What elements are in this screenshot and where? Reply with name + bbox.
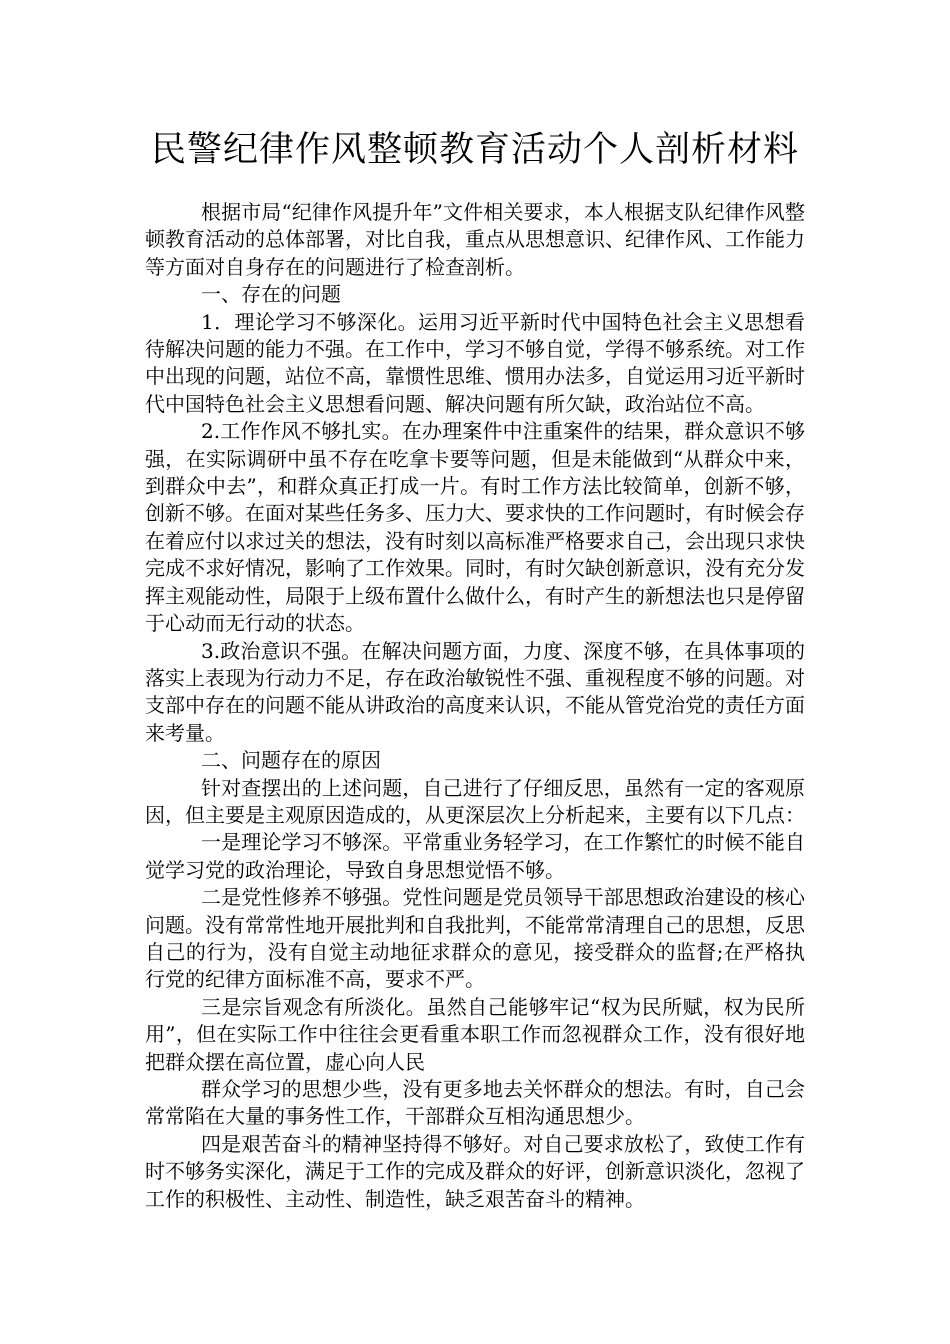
intro-paragraph: 根据市局“纪律作风提升年”文件相关要求，本人根据支队纪律作风整顿教育活动的总体部署，对比自我，重点从思想意识、纪律作风、工作能力等方面对自身存在的问题进行了检查剖析。 <box>145 200 805 279</box>
section-heading-causes: 二、问题存在的原因 <box>201 748 381 773</box>
causes-intro-paragraph: 针对查摆出的上述问题，自己进行了仔细反思，虽然有一定的客观原因，但主要是主观原因造成的，从更深层次上分析起来，主要有以下几点： <box>145 775 805 827</box>
cause-item-1: 一是理论学习不够深。平常重业务轻学习，在工作繁忙的时候不能自觉学习党的政治理论，导致自身思想觉悟不够。 <box>145 830 805 882</box>
problem-item-1: 1．理论学习不够深化。运用习近平新时代中国特色社会主义思想看待解决问题的能力不强。在工作中，学习不够自觉，学得不够系统。对工作中出现的问题，站位不高，靠惯性思维、惯用办法多，自觉运用习近平新时代中国特色社会主义思想看问题、解决问题有所欠缺，政治站位不高。 <box>145 309 805 416</box>
section-heading-problems: 一、存在的问题 <box>201 282 341 307</box>
document-body <box>145 199 805 1213</box>
cause-item-4: 四是艰苦奋斗的精神坚持得不够好。对自己要求放松了，致使工作有时不够务实深化，满足于工作的完成及群众的好评，创新意识淡化，忽视了工作的积极性、主动性、制造性，缺乏艰苦奋斗的精神。 <box>145 1131 805 1211</box>
cause-item-2: 二是党性修养不够强。党性问题是党员领导干部思想政治建设的核心问题。没有常常性地开展批判和自我批判，不能常常清理自己的思想，反思自己的行为，没有自觉主动地征求群众的意见，接受群众的监督;在严格执行党的纪律方面标准不高，要求不严。 <box>145 885 805 992</box>
problem-item-3: 3.政治意识不强。在解决问题方面，力度、深度不够，在具体事项的落实上表现为行动力不足，存在政治敏锐性不强、重视程度不够的问题。对支部中存在的问题不能从讲政治的高度来认识，不能从管党治党的责任方面来考量。 <box>145 638 805 745</box>
document-title: 民警纪律作风整顿教育活动个人剖析材料 <box>150 130 799 170</box>
cause-item-3: 三是宗旨观念有所淡化。虽然自己能够牢记“权为民所赋，权为民所用”，但在实际工作中往往会更看重本职工作而忽视群众工作，没有很好地把群众摆在高位置，虚心向人民 <box>145 994 805 1074</box>
cause-item-3-continued: 群众学习的思想少些，没有更多地去关怀群众的想法。有时，自己会常常陷在大量的事务性工作，干部群众互相沟通思想少。 <box>145 1077 805 1129</box>
problem-item-2: 2.工作作风不够扎实。在办理案件中注重案件的结果，群众意识不够强，在实际调研中虽不存在吃拿卡要等问题，但是未能做到“从群众中来，到群众中去”，和群众真正打成一片。有时工作方法比较简单，创新不够，创新不够。在面对某些任务多、压力大、要求快的工作问题时，有时候会存在着应付以求过关的想法，没有时刻以高标准严格要求自己，会出现只求快完成不求好情况，影响了工作效果。同时，有时欠缺创新意识，没有充分发挥主观能动性，局限于上级布置什么做什么，有时产生的新想法也只是停留于心动而无行动的状态。 <box>145 419 805 636</box>
